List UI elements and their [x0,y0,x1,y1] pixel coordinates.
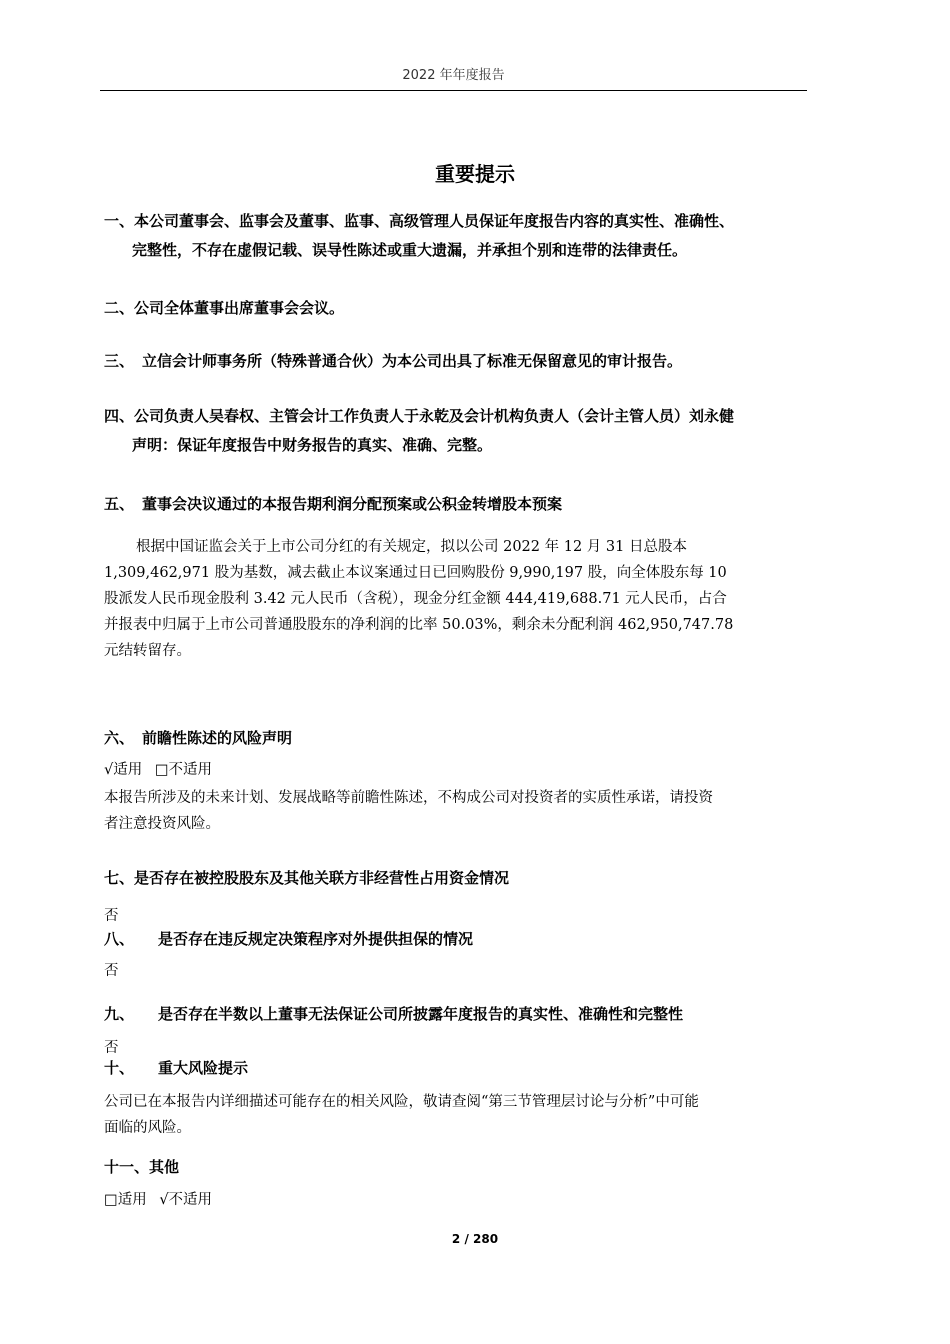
item-6-body [104,785,812,837]
item-7-text: 是否存在被控股股东及其他关联方非经营性占用资金情况 [134,869,510,887]
item-5-body-line: 1,309,462,971 股为基数，减去截止本议案通过日已回购股份 9,990,197 股，向全体股东每 10 [104,565,727,581]
item-8-number: 八、 [104,930,135,948]
item-11-options [104,1187,812,1213]
item-6-number: 六、 [104,729,135,747]
item-5-body-line: 元结转留存。 [104,643,191,659]
item-7-number: 七、 [104,869,135,887]
section-title: 重要提示 [435,162,515,186]
item-6-body-line: 者注意投资风险。 [104,816,220,832]
item-11-number: 十一、 [104,1158,150,1176]
item-5 [104,490,812,519]
item-1-line1: 本公司董事会、监事会及董事、监事、高级管理人员保证年度报告内容的真实性、准确性、 [134,212,735,230]
item-10-body-line: 面临的风险。 [104,1120,191,1136]
item-8 [104,925,812,954]
not-applicable-checked-option: √不适用 [159,1192,213,1208]
item-10 [104,1054,812,1083]
applicable-checked-option: √适用 [104,762,143,778]
item-1 [104,207,812,265]
item-6-text: 前瞻性陈述的风险声明 [142,729,293,747]
item-10-body [104,1089,812,1141]
item-9-answer-text: 否 [104,1040,119,1056]
item-7 [104,864,812,893]
item-3-text: 立信会计师事务所（特殊普通合伙）为本公司出具了标准无保留意见的审计报告。 [142,352,683,370]
item-5-body-line: 并报表中归属于上市公司普通股股东的净利润的比率 50.03%，剩余未分配利润 462,950,747.78 [104,617,734,633]
item-8-answer-text: 否 [104,963,119,979]
item-5-number: 五、 [104,495,135,513]
header-text: 2022 年年度报告 [402,68,505,83]
item-5-text: 董事会决议通过的本报告期利润分配预案或公积金转增股本预案 [142,495,563,513]
item-5-body-line: 根据中国证监会关于上市公司分红的有关规定，拟以公司 2022 年 12 月 31 日总股本 [136,539,687,555]
item-6-options [104,757,812,783]
item-6-body-line: 本报告所涉及的未来计划、发展战略等前瞻性陈述，不构成公司对投资者的实质性承诺，请投资 [104,790,713,806]
item-4 [104,402,812,460]
page-number: 2 / 280 [451,1232,499,1246]
page-header [100,62,807,91]
item-10-body-line: 公司已在本报告内详细描述可能存在的相关风险，敬请查阅“第三节管理层讨论与分析”中可能 [104,1094,699,1110]
item-11-text: 其他 [149,1158,180,1176]
item-1-number: 一、 [104,212,135,230]
item-8-text: 是否存在违反规定决策程序对外提供担保的情况 [158,930,474,948]
item-7-answer-text: 否 [104,908,119,924]
item-10-text: 重大风险提示 [158,1059,249,1077]
item-4-line2: 声明：保证年度报告中财务报告的真实、准确、完整。 [132,436,493,454]
item-11 [104,1153,812,1182]
item-8-answer [104,958,812,984]
applicable-unchecked-option: □适用 [104,1192,147,1208]
item-6 [104,724,812,753]
item-2-text: 公司全体董事出席董事会会议。 [134,299,345,317]
item-10-number: 十、 [104,1059,135,1077]
item-9-text: 是否存在半数以上董事无法保证公司所披露年度报告的真实性、准确性和完整性 [158,1005,684,1023]
item-3-number: 三、 [104,352,135,370]
item-9-number: 九、 [104,1005,135,1023]
item-9 [104,1000,812,1029]
item-3 [104,347,812,376]
item-5-body-line: 股派发人民币现金股利 3.42 元人民币（含税），现金分红金额 444,419,688.71 元人民币，占合 [104,591,727,607]
item-2-number: 二、 [104,299,135,317]
item-1-line2: 完整性，不存在虚假记载、误导性陈述或重大遗漏，并承担个别和连带的法律责任。 [132,241,688,259]
not-applicable-unchecked-option: □不适用 [154,762,213,778]
item-2 [104,294,812,323]
item-5-body [104,534,812,664]
item-4-line1: 公司负责人吴春权、主管会计工作负责人于永乾及会计机构负责人（会计主管人员）刘永健 [134,407,735,425]
item-4-number: 四、 [104,407,135,425]
